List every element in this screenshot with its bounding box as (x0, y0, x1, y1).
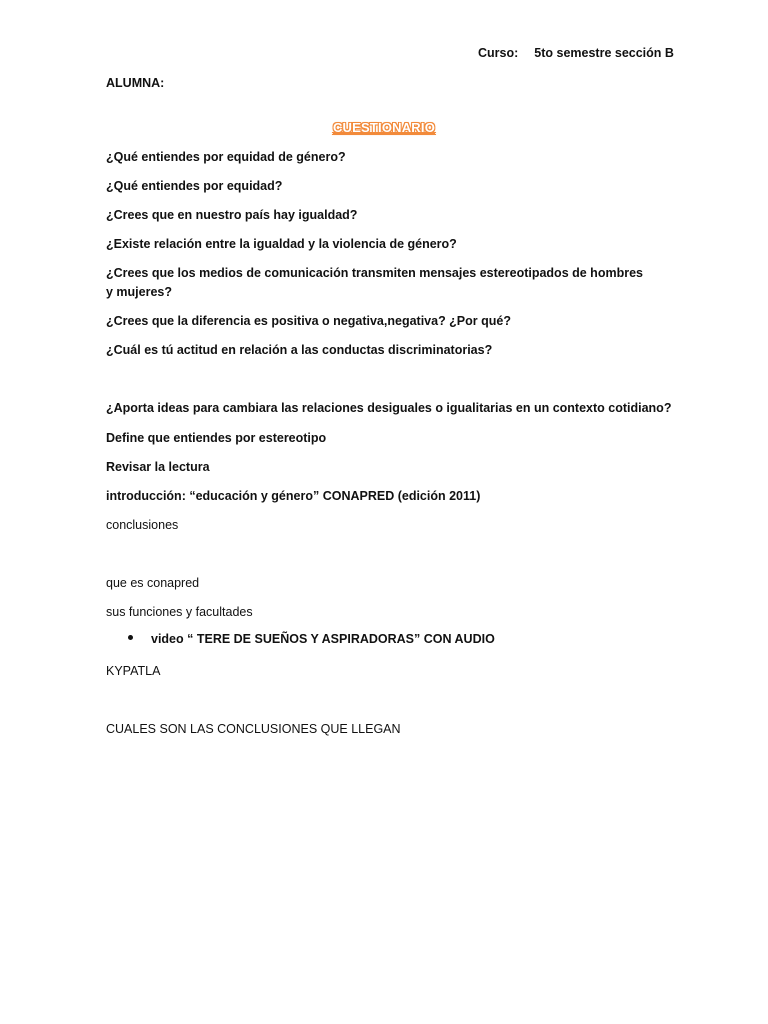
note-conclusiones: conclusiones (106, 518, 179, 532)
note-funciones: sus funciones y facultades (106, 605, 253, 619)
bullet-icon (128, 635, 133, 640)
question-8: ¿Aporta ideas para cambiara las relaciones desiguales o igualitarias en un contexto cotidiano? (106, 401, 672, 415)
question-9: Define que entiendes por estereotipo (106, 431, 327, 445)
curso-label: Curso: (478, 46, 519, 60)
question-4: ¿Existe relación entre la igualdad y la violencia de género? (106, 237, 457, 251)
document-title (0, 120, 768, 135)
question-6: ¿Crees que la diferencia es positiva o negativa,negativa? ¿Por qué? (106, 314, 511, 328)
note-conapred: que es conapred (106, 576, 200, 590)
bullet-text: video “ TERE DE SUEÑOS Y ASPIRADORAS” CON AUDIO (151, 632, 495, 646)
question-1: ¿Qué entiendes por equidad de género? (106, 150, 346, 164)
note-kypatla: KYPATLA (106, 664, 161, 678)
curso-value: 5to semestre sección B (534, 46, 674, 60)
question-10: Revisar la lectura (106, 460, 210, 474)
question-11: introducción: “educación y género” CONAPRED (edición 2011) (106, 489, 481, 503)
alumna-label: ALUMNA: (106, 76, 165, 90)
bullet-list-item (128, 632, 495, 646)
question-5: ¿Crees que los medios de comunicación transmiten mensajes estereotipados de hombres y mujeres? (106, 266, 643, 299)
document-title-text: CUESTIONARIO (332, 120, 436, 135)
question-7: ¿Cuál es tú actitud en relación a las conductas discriminatorias? (106, 343, 493, 357)
note-cuales-conclusiones: CUALES SON LAS CONCLUSIONES QUE LLEGAN (106, 722, 401, 736)
question-3: ¿Crees que en nuestro país hay igualdad? (106, 208, 358, 222)
question-2: ¿Qué entiendes por equidad? (106, 179, 283, 193)
curso-header (478, 46, 674, 60)
